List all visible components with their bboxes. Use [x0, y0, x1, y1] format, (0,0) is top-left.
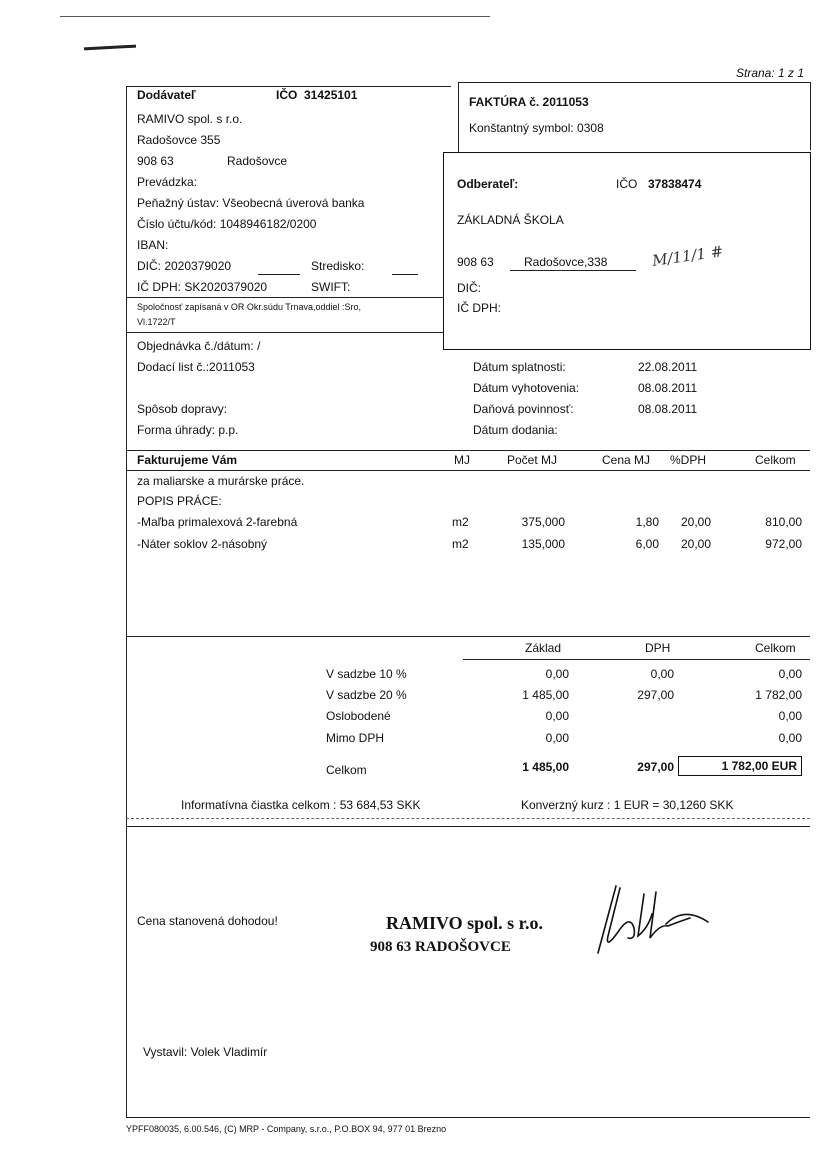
item-unit: m2 [452, 537, 469, 551]
supplier-account: Číslo účtu/kód: 1048946182/0200 [137, 217, 317, 231]
items-intro-line2: POPIS PRÁCE: [137, 494, 222, 508]
item-price: 1,80 [635, 515, 659, 529]
dic-underline [258, 274, 300, 275]
supplier-icdph: IČ DPH: SK2020379020 [137, 280, 268, 294]
tax-date-label: Daňová povinnosť: [473, 402, 574, 416]
right-border-top [810, 82, 811, 150]
conversion-rate: Konverzný kurz : 1 EUR = 30,1260 SKK [521, 798, 734, 812]
summary-top-line [126, 636, 810, 637]
tax-date: 08.08.2011 [638, 402, 698, 416]
supplier-ico: 31425101 [304, 88, 358, 102]
customer-ico: 37838474 [648, 177, 702, 191]
top-border-left [126, 86, 451, 87]
delivery-date-label: Dátum dodania: [473, 423, 558, 437]
summary-base: 0,00 [545, 667, 569, 681]
invoice-title: FAKTÚRA č. 2011053 [469, 95, 589, 109]
grand-total-amount: 1 782,00 EUR [678, 756, 802, 776]
customer-name: ZÁKLADNÁ ŠKOLA [457, 213, 564, 227]
scan-artifact-line [60, 16, 490, 17]
registry-separator [126, 297, 443, 298]
items-header-top-line [126, 450, 810, 451]
due-date-label: Dátum splatnosti: [473, 360, 566, 374]
summary-label: Mimo DPH [326, 731, 385, 745]
supplier-stredisko: Stredisko: [311, 259, 365, 273]
grand-total-label: Celkom [326, 763, 367, 777]
items-header-bottom-line [126, 470, 810, 471]
customer-zip: 908 63 [457, 255, 494, 269]
summary-base: 1 485,00 [522, 688, 569, 702]
delivery-note: Dodací list č.:2011053 [137, 360, 255, 374]
signature [590, 878, 720, 960]
informative-amount-skk: Informatívna čiastka celkom : 53 684,53 SKK [181, 798, 421, 812]
company-stamp-line2: 908 63 RADOŠOVCE [370, 939, 511, 955]
customer-ico-label: IČO [616, 177, 638, 191]
summary-label: Oslobodené [326, 709, 391, 723]
order-number: Objednávka č./dátum: / [137, 339, 261, 353]
summary-base: 0,00 [545, 731, 569, 745]
items-intro-line1: za maliarske a murárske práce. [137, 474, 305, 488]
footer-bottom-line [126, 1117, 810, 1118]
items-header-unit: MJ [454, 453, 470, 467]
price-note: Cena stanovená dohodou! [137, 914, 278, 928]
items-header-qty: Počet MJ [507, 453, 558, 467]
info-dotted-line [126, 818, 810, 819]
summary-label: V sadzbe 20 % [326, 688, 407, 702]
summary-vat: 297,00 [637, 688, 674, 702]
company-stamp-line1: RAMIVO spol. s r.o. [386, 913, 543, 933]
issued-date-label: Dátum vyhotovenia: [473, 381, 580, 395]
top-border-right [458, 82, 810, 83]
supplier-label: Dodávateľ [137, 88, 196, 102]
summary-total: 1 782,00 [755, 688, 802, 702]
summary-header-base: Základ [525, 641, 562, 655]
payment-method: Forma úhrady: p.p. [137, 423, 239, 437]
customer-address-underline [510, 270, 636, 271]
software-credit: YPFF080035, 6.00.546, (C) MRP - Company, s.r.o., P.O.BOX 94, 977 01 Brezno [126, 1124, 447, 1134]
item-total: 972,00 [765, 537, 802, 551]
summary-bottom-line [126, 826, 810, 827]
scan-artifact-mark [84, 45, 136, 51]
supplier-registry-line2: Vl.1722/T [137, 317, 176, 327]
item-vat: 20,00 [680, 515, 711, 529]
supplier-bank: Peňažný ústav: Všeobecná úverová banka [137, 196, 365, 210]
summary-vat: 0,00 [650, 667, 674, 681]
supplier-zip: 908 63 [137, 154, 174, 168]
due-date: 22.08.2011 [638, 360, 698, 374]
summary-total: 0,00 [778, 709, 802, 723]
summary-base: 0,00 [545, 709, 569, 723]
grand-total-vat: 297,00 [637, 760, 674, 774]
customer-handwritten-note: M/11/1 # [651, 242, 725, 270]
summary-header-total: Celkom [755, 641, 796, 655]
supplier-swift: SWIFT: [311, 280, 351, 294]
invoice-const-symbol: Konštantný symbol: 0308 [469, 121, 604, 135]
supplier-bottom-line [126, 332, 443, 333]
stredisko-underline [392, 274, 418, 275]
items-header-price: Cena MJ [602, 453, 651, 467]
supplier-ico-label: IČO [276, 88, 298, 102]
summary-total: 0,00 [778, 667, 802, 681]
item-desc: -Maľba primalexová 2-farebná [137, 515, 298, 529]
supplier-name: RAMIVO spol. s r.o. [137, 112, 243, 126]
customer-dic: DIČ: [457, 281, 481, 295]
issued-by: Vystavil: Volek Vladimír [143, 1045, 268, 1059]
summary-label: V sadzbe 10 % [326, 667, 407, 681]
summary-header-vat: DPH [645, 641, 671, 655]
transport-method: Spôsob dopravy: [137, 402, 228, 416]
item-qty: 375,000 [521, 515, 565, 529]
items-header-desc: Fakturujeme Vám [137, 453, 238, 467]
item-desc: -Náter soklov 2-násobný [137, 537, 268, 551]
item-unit: m2 [452, 515, 469, 529]
customer-address: Radošovce,338 [524, 255, 608, 269]
item-total: 810,00 [765, 515, 802, 529]
summary-total: 0,00 [778, 731, 802, 745]
supplier-dic: DIČ: 2020379020 [137, 259, 232, 273]
customer-icdph: IČ DPH: [457, 301, 502, 315]
item-vat: 20,00 [680, 537, 711, 551]
items-header-vat: %DPH [670, 453, 707, 467]
issued-date: 08.08.2011 [638, 381, 698, 395]
supplier-street: Radošovce 355 [137, 133, 221, 147]
supplier-registry-line1: Spoločnosť zapísaná v OR Okr.súdu Trnava,oddiel :Sro, [137, 302, 361, 312]
left-border [126, 86, 127, 1118]
invoice-box-left [458, 82, 459, 152]
supplier-city: Radošovce [227, 154, 288, 168]
summary-header-line [463, 659, 810, 660]
customer-label: Odberateľ: [457, 177, 519, 191]
items-header-total: Celkom [755, 453, 796, 467]
supplier-prevadzka: Prevádzka: [137, 175, 198, 189]
grand-total-base: 1 485,00 [522, 760, 569, 774]
item-qty: 135,000 [521, 537, 565, 551]
supplier-iban: IBAN: [137, 238, 169, 252]
item-price: 6,00 [635, 537, 659, 551]
page-number: Strana: 1 z 1 [736, 66, 805, 80]
